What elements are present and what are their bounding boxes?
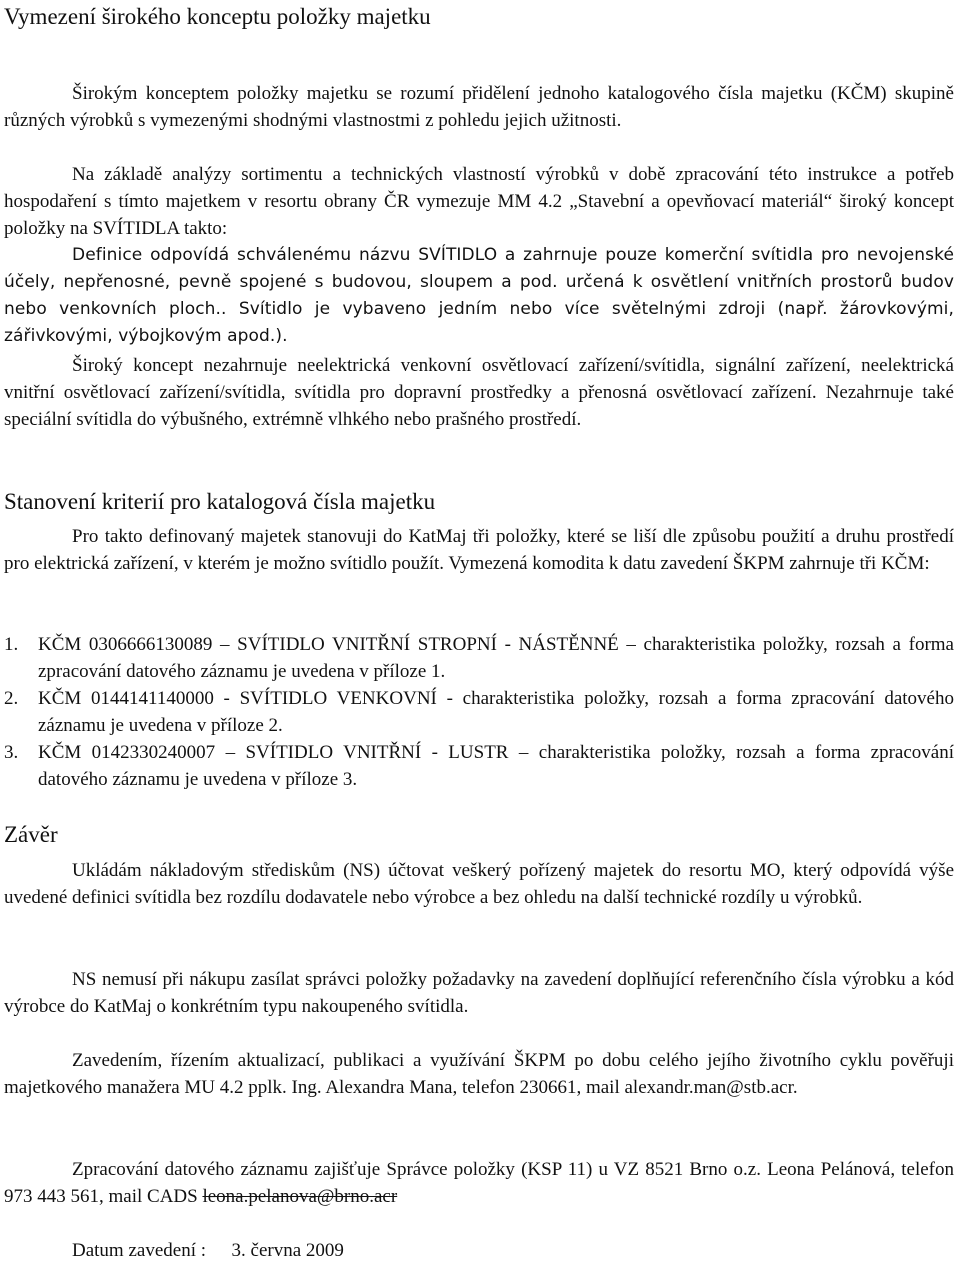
list-item-text: KČM 0142330240007 – SVÍTIDLO VNITŘNÍ - LUSTR – charakteristika položky, rozsah a forma zpracování datového záznamu je uvedena v příloze 3. (38, 742, 954, 790)
paragraph-criteria: Pro takto definovaný majetek stanovuji do KatMaj tři položky, které se liší dle způsobu použití a druhu prostředí pro elektrická zařízení, v kterém je možno svítidlo použít. Vymezená komodita k datu zavedení ŠKPM zahrnuje tři KČM: (4, 526, 954, 574)
paragraph-definition-intro: Širokým konceptem položky majetku se rozumí přidělení jednoho katalogového čísla majetku (KČM) skupině různých výrobků s vymezenými shodnými vlastnostmi z pohledu jejich užitnosti. (4, 83, 954, 131)
paragraph-manager: Zavedením, řízením aktualizací, publikaci a využívání ŠKPM po dobu celého jejího životního cyklu pověřuji majetkového manažera MU 4.2 pplk. Ing. Alexandra Mana, telefon 230661, mail alexandr.man@stb.acr. (4, 1050, 954, 1098)
list-item-text: KČM 0306666130089 – SVÍTIDLO VNITŘNÍ STROPNÍ - NÁSTĚNNÉ – charakteristika položky, rozsah a forma zpracování datového záznamu je uvedena v příloze 1. (38, 634, 954, 682)
date-value: 3. června 2009 (231, 1240, 344, 1261)
paragraph-analysis: Na základě analýzy sortimentu a technických vlastností výrobků v době zpracování této instrukce a potřeb hospodaření s tímto majetkem v resortu obrany ČR vymezuje MM 4.2 „Stavební a opevňovací materiál“ široký koncept položky na SVÍTIDLA takto: (4, 164, 954, 239)
date-label: Datum zavedení : (72, 1240, 207, 1261)
date-row (72, 1237, 344, 1264)
list-item (4, 631, 954, 685)
list-item-text: KČM 0144141140000 - SVÍTIDLO VENKOVNÍ - charakteristika položky, rozsah a forma zpracování datového záznamu je uvedena v příloze 2. (38, 688, 954, 736)
record-keeper-text: Zpracování datového záznamu zajišťuje Správce položky (KSP 11) u VZ 8521 Brno o.z. Leona Pelánová, telefon 973 443 561, mail CADS (4, 1159, 954, 1207)
list-item (4, 739, 954, 793)
paragraph-record-keeper (4, 1156, 954, 1210)
paragraph-ns-requirements: NS nemusí při nákupu zasílat správci položky požadavky na zavedení doplňující referenčního čísla výrobku a kód výrobce do KatMaj o konkrétním typu nakoupeného svítidla. (4, 969, 954, 1017)
list-item-number: 3. (4, 742, 19, 763)
list-item-number: 1. (4, 634, 19, 655)
section-title-kriteria: Stanovení kriterií pro katalogová čísla majetku (4, 489, 436, 514)
list-item (4, 685, 954, 739)
section-title-zaver: Závěr (4, 822, 58, 847)
record-keeper-email-link[interactable]: leona.pelanova@brno.acr (202, 1186, 398, 1207)
kcm-list (4, 631, 954, 793)
section-title-vymezeni: Vymezení širokého konceptu položky majetku (4, 4, 431, 29)
paragraph-definition-detail: Definice odpovídá schválenému názvu SVÍTIDLO a zahrnuje pouze komerční svítidla pro nevojenské účely, nepřenosné, pevně spojené s budovou, sloupem a pod. určená k osvětlení vnitřních prostorů budov nebo venkovních ploch.. Svítidlo je vybaveno jedním nebo více světelnými zdroji (např. žárovkovými, zářivkovými, výbojkovým apod.). (4, 245, 954, 346)
paragraph-accounting: Ukládám nákladovým střediskům (NS) účtovat veškerý pořízený majetek do resortu MO, který odpovídá výše uvedené definici svítidla bez rozdílu dodavatele nebo výrobce a bez ohledu na další technické rozdíly u výrobků. (4, 860, 954, 908)
list-item-number: 2. (4, 688, 19, 709)
paragraph-exclusions: Široký koncept nezahrnuje neelektrická venkovní osvětlovací zařízení/svítidla, signální zařízení, neelektrická vnitřní osvětlovací zařízení/svítidla, svítidla pro dopravní prostředky a přenosná osvětlovací zařízení. Nezahrnuje také speciální svítidla do výbušného, extrémně vlhkého nebo prašného prostředí. (4, 355, 954, 430)
